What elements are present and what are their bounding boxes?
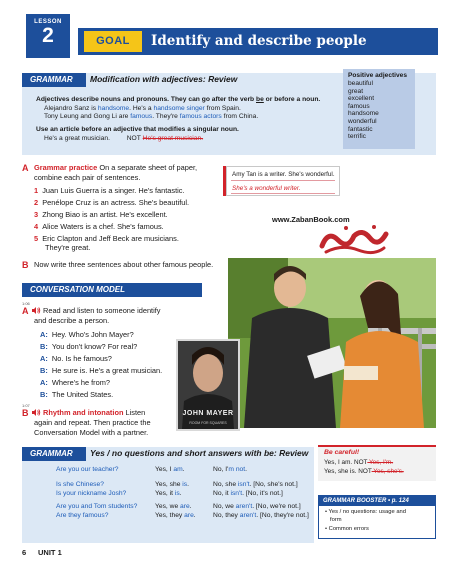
grammar-title: Modification with adjectives: Review — [90, 74, 238, 84]
lesson-badge — [26, 14, 70, 58]
unit-label: UNIT 1 — [38, 548, 62, 557]
conversation-instruction: Read and listen to someone identify — [43, 306, 161, 315]
question: Are they famous? — [56, 512, 109, 519]
grammar2-title: Yes / no questions and short answers with be: Review — [90, 448, 309, 458]
note-rule — [231, 193, 335, 194]
question: Is your nickname Josh? — [56, 490, 127, 497]
section-letter-b: B — [22, 260, 29, 270]
album-artist: JOHN MAYER — [182, 410, 234, 417]
album-cover — [176, 339, 240, 431]
audio-track-number: 1:06 — [22, 301, 30, 306]
conversation-model-tag: CONVERSATION MODEL — [22, 283, 202, 297]
lesson-label: LESSON — [34, 19, 62, 25]
short-answer-no: No, I'm not. — [213, 466, 247, 473]
adjective-item: beautiful — [348, 80, 373, 87]
short-answer-yes: Yes, it is. — [155, 490, 182, 497]
short-answer-no: No, it isn't. [No, it's not.] — [213, 490, 283, 497]
section-letter-a: A — [22, 163, 29, 173]
grammar-tag: GRAMMAR — [22, 73, 86, 87]
practice-item: 4 Alice Waters is a chef. She's famous. — [34, 222, 164, 231]
question: Are you and Tom students? — [56, 503, 138, 510]
adjective-item: handsome — [348, 110, 379, 118]
speaker-icon[interactable] — [32, 408, 41, 417]
section-letter-b: B — [22, 408, 29, 418]
couple-photo — [228, 258, 436, 428]
grammar-rule-1: Adjectives describe nouns and pronouns. They can go after the verb be or before a noun. — [36, 96, 321, 103]
rhythm-instruction: Rhythm and intonation Listen — [43, 408, 146, 417]
practice-instruction: Grammar practice On a separate sheet of paper, — [34, 163, 198, 172]
question: Is she Chinese? — [56, 481, 104, 488]
question: Are you our teacher? — [56, 466, 119, 473]
adjective-item: fantastic — [348, 125, 373, 133]
grammar2-tag: GRAMMAR — [22, 447, 86, 461]
goal-tag: GOAL — [84, 31, 142, 52]
booster-item: • Common errors — [325, 526, 369, 532]
adjective-item: excellent — [348, 95, 375, 103]
dialogue-line: B: He sure is. He's a great musician. — [40, 366, 163, 375]
example-note-card — [226, 166, 340, 196]
adjective-item: great — [348, 87, 364, 95]
short-answer-yes: Yes, they are. — [155, 512, 196, 519]
conversation-instruction-2: and describe a person. — [34, 316, 110, 325]
practice-b-instruction: Now write three sentences about other famous people. — [34, 260, 214, 269]
note-rule — [231, 180, 335, 181]
section-letter-a: A — [22, 306, 29, 316]
grammar-rule-2: Use an article before an adjective that modifies a singular noun. — [36, 126, 239, 133]
goal-title: Identify and describe people — [151, 33, 367, 49]
note-line-1: Amy Tan is a writer. She's wonderful. — [232, 171, 335, 178]
short-answer-no: No, they aren't. [No, they're not.] — [213, 512, 309, 519]
audio-track-number: 1:07 — [22, 403, 30, 408]
practice-item-continued: They're great. — [45, 243, 91, 252]
short-answer-yes: Yes, she is. — [155, 481, 189, 488]
rhythm-instruction-2: again and repeat. Then practice the — [34, 418, 151, 427]
watermark-logo — [318, 222, 390, 258]
rhythm-instruction-3: Conversation Model with a partner. — [34, 428, 149, 437]
be-careful-box — [318, 445, 436, 481]
grammar-example-1: Alejandro Sanz is handsome. He's a handsome singer from Spain. — [44, 105, 241, 112]
be-careful-title: Be careful! — [324, 449, 360, 456]
positive-adjectives-title: Positive adjectives — [348, 72, 408, 79]
practice-item: 3 Zhong Biao is an artist. He's excellent. — [34, 210, 168, 219]
be-careful-line: Yes, she is. NOT Yes, she's. — [324, 468, 404, 475]
page-number: 6 — [22, 548, 27, 557]
note-line-2: She's a wonderful writer. — [232, 185, 301, 192]
positive-adjectives-box — [343, 69, 415, 149]
adjective-item: wonderful — [348, 117, 377, 125]
practice-item: 1 Juan Luis Guerra is a singer. He's fantastic. — [34, 186, 185, 195]
practice-item: 2 Penélope Cruz is an actress. She's beautiful. — [34, 198, 190, 207]
be-careful-line: Yes, I am. NOT Yes, I'm. — [324, 459, 394, 466]
dialogue-line: B: The United States. — [40, 390, 114, 399]
grammar-example-2: Tony Leung and Gong Li are famous. They're famous actors from China. — [44, 113, 259, 120]
dialogue-line: A: No. Is he famous? — [40, 354, 112, 363]
short-answer-no: No, she isn't. [No, she's not.] — [213, 481, 298, 488]
speaker-icon[interactable] — [32, 306, 41, 315]
grammar-booster-box[interactable] — [318, 495, 436, 539]
booster-item: • Yes / no questions: usage and — [325, 509, 406, 515]
album-title: ROOM FOR SQUARES — [189, 421, 227, 425]
dialogue-line: A: Where's he from? — [40, 378, 111, 387]
dialogue-line: B: You don't know? For real? — [40, 342, 138, 351]
adjective-item: famous — [348, 102, 370, 110]
practice-instruction-2: combine each pair of sentences. — [34, 173, 141, 182]
adjective-item: terrific — [348, 133, 366, 141]
short-answer-no: No, we aren't. [No, we're not.] — [213, 503, 301, 510]
watermark-url: www.ZabanBook.com — [272, 215, 350, 224]
booster-item-cont: form — [330, 517, 342, 523]
dialogue-line: A: Hey. Who's John Mayer? — [40, 330, 134, 339]
short-answer-yes: Yes, we are. — [155, 503, 192, 510]
practice-item: 5 Eric Clapton and Jeff Beck are musicians. — [34, 234, 179, 243]
grammar-example-3: He's a great musician. NOT He's great musician. — [44, 135, 204, 142]
short-answer-yes: Yes, I am. — [155, 466, 185, 473]
grammar-booster-title: GRAMMAR BOOSTER • p. 124 — [319, 496, 435, 506]
lesson-number: 2 — [42, 24, 54, 47]
